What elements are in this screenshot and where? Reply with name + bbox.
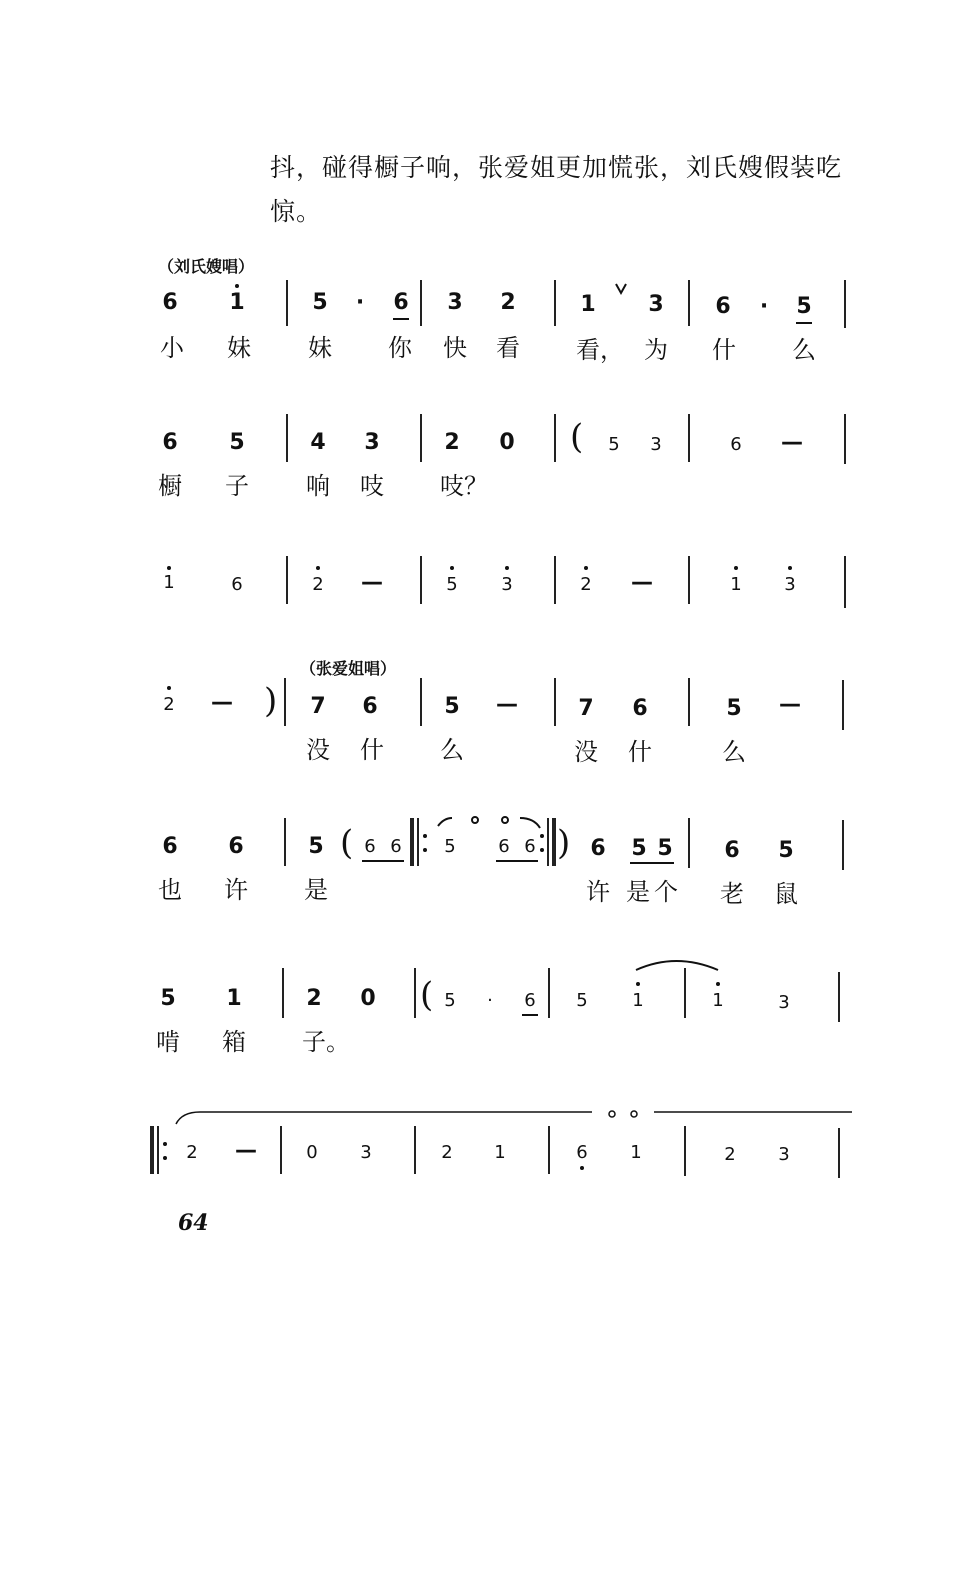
lyric: 是 xyxy=(304,876,328,904)
slur-mark xyxy=(520,818,540,828)
dash: — xyxy=(781,430,803,455)
note: 6 xyxy=(576,1142,588,1163)
note: 5 xyxy=(308,834,324,859)
dot-note: · xyxy=(759,294,769,319)
slur-line xyxy=(176,1112,592,1124)
note: 6 xyxy=(590,836,606,861)
note: 2 xyxy=(724,1144,736,1165)
page-number: 64 xyxy=(178,1210,209,1236)
close-paren: ) xyxy=(557,823,571,863)
note: 5 xyxy=(657,836,673,861)
lyric: 子。 xyxy=(302,1028,350,1056)
dot-note: · xyxy=(355,290,365,315)
note: 6 xyxy=(228,834,244,859)
dash: — xyxy=(631,570,653,595)
lyric: 是 xyxy=(626,878,650,906)
note: 1 xyxy=(163,572,175,593)
lyric: 老 xyxy=(720,880,744,908)
note: 2 xyxy=(306,986,322,1011)
prose-line-2: 惊。 xyxy=(270,197,323,226)
close-paren: ) xyxy=(264,681,278,721)
slur-mark xyxy=(438,818,452,826)
dash: — xyxy=(779,692,801,717)
note: 3 xyxy=(778,992,790,1013)
note: 2 xyxy=(444,430,460,455)
prose-line-1: 抖，碰得橱子响，张爱姐更加慌张，刘氏嫂假装吃 xyxy=(270,153,843,182)
lyric: 么 xyxy=(792,336,816,364)
note: 6 xyxy=(162,834,178,859)
lyric: 什 xyxy=(360,736,384,764)
note: 5 xyxy=(796,294,812,319)
note: 2 xyxy=(186,1142,198,1163)
note: 6 xyxy=(730,434,742,455)
note: 5 xyxy=(444,694,460,719)
lyric: 箱 xyxy=(222,1028,246,1056)
note: 2 xyxy=(312,574,324,595)
note: 0 xyxy=(306,1142,318,1163)
note: 2 xyxy=(500,290,516,315)
note: 0 xyxy=(499,430,515,455)
note: 3 xyxy=(447,290,463,315)
ornament-circle xyxy=(631,1111,637,1117)
note: 5 xyxy=(778,838,794,863)
lyric: 也 xyxy=(158,876,182,904)
lyric: 没 xyxy=(306,736,330,764)
note: 3 xyxy=(784,574,796,595)
note: 7 xyxy=(310,694,326,719)
lyric: 么 xyxy=(440,736,464,764)
note: 1 xyxy=(712,990,724,1011)
note: 1 xyxy=(226,986,242,1011)
note: 1 xyxy=(632,990,644,1011)
note: 0 xyxy=(360,986,376,1011)
note: 5 xyxy=(576,990,588,1011)
note: 5 xyxy=(444,836,456,857)
lyric: 看， xyxy=(576,336,624,364)
open-paren: ( xyxy=(570,417,584,457)
lyric: 什 xyxy=(712,336,736,364)
note: 1 xyxy=(630,1142,642,1163)
note: 6 xyxy=(362,694,378,719)
note: 4 xyxy=(310,430,326,455)
note: 6 xyxy=(524,990,536,1011)
note: 3 xyxy=(648,292,664,317)
lyric: 快 xyxy=(443,334,467,362)
dash: — xyxy=(235,1138,257,1163)
lyric: 鼠 xyxy=(774,880,798,908)
note: 6 xyxy=(524,836,536,857)
breath-mark xyxy=(616,284,626,293)
lyric: 响 xyxy=(306,472,330,500)
note: 5 xyxy=(726,696,742,721)
note: 5 xyxy=(446,574,458,595)
note: 3 xyxy=(501,574,513,595)
note: 1 xyxy=(229,290,245,315)
note: 6 xyxy=(231,574,243,595)
note: 5 xyxy=(608,434,620,455)
tie-arc xyxy=(636,961,718,970)
lyric: 为 xyxy=(644,336,668,364)
note: 2 xyxy=(580,574,592,595)
note: 3 xyxy=(364,430,380,455)
note: 1 xyxy=(580,292,596,317)
note: 6 xyxy=(724,838,740,863)
note: 1 xyxy=(494,1142,506,1163)
lyric: 子 xyxy=(225,472,249,500)
note: 3 xyxy=(778,1144,790,1165)
note: 6 xyxy=(364,836,376,857)
ornament-circle xyxy=(472,817,478,823)
dash: — xyxy=(496,692,518,717)
lyric: 妹 xyxy=(308,334,332,362)
lyric: 个 xyxy=(654,878,678,906)
note: 3 xyxy=(360,1142,372,1163)
open-paren: ( xyxy=(340,823,354,863)
note: 2 xyxy=(441,1142,453,1163)
lyric: 什 xyxy=(628,738,652,766)
lyric: 啃 xyxy=(156,1028,180,1056)
lyric: 吱 xyxy=(360,472,384,500)
note: 1 xyxy=(730,574,742,595)
lyric: 许 xyxy=(586,878,610,906)
lyric: 许 xyxy=(224,876,248,904)
note: 7 xyxy=(578,696,594,721)
note: 6 xyxy=(498,836,510,857)
lyric: 妹 xyxy=(227,334,251,362)
lyric: 你 xyxy=(388,334,412,362)
note: 2 xyxy=(163,694,175,715)
dot-note: · xyxy=(487,990,493,1011)
note: 6 xyxy=(390,836,402,857)
note: 6 xyxy=(393,290,409,315)
ornament-circle xyxy=(609,1111,615,1117)
dash: — xyxy=(211,690,233,715)
note: 5 xyxy=(312,290,328,315)
lyric: 看 xyxy=(496,334,520,362)
singer-label-zhang: （张爱姐唱） xyxy=(300,659,397,678)
note: 5 xyxy=(229,430,245,455)
note: 3 xyxy=(650,434,662,455)
note: 6 xyxy=(632,696,648,721)
note: 5 xyxy=(160,986,176,1011)
lyric: 没 xyxy=(574,738,598,766)
open-paren: ( xyxy=(420,975,434,1015)
dash: — xyxy=(361,570,383,595)
singer-label-liu: （刘氏嫂唱） xyxy=(158,257,255,276)
note: 6 xyxy=(162,430,178,455)
note: 5 xyxy=(444,990,456,1011)
lyric: 么 xyxy=(722,738,746,766)
lyric: 小 xyxy=(160,334,184,362)
lyric: 吱？ xyxy=(440,472,488,500)
note: 6 xyxy=(162,290,178,315)
note: 6 xyxy=(715,294,731,319)
ornament-circle xyxy=(502,817,508,823)
lyric: 橱 xyxy=(158,472,182,500)
note: 5 xyxy=(631,836,647,861)
